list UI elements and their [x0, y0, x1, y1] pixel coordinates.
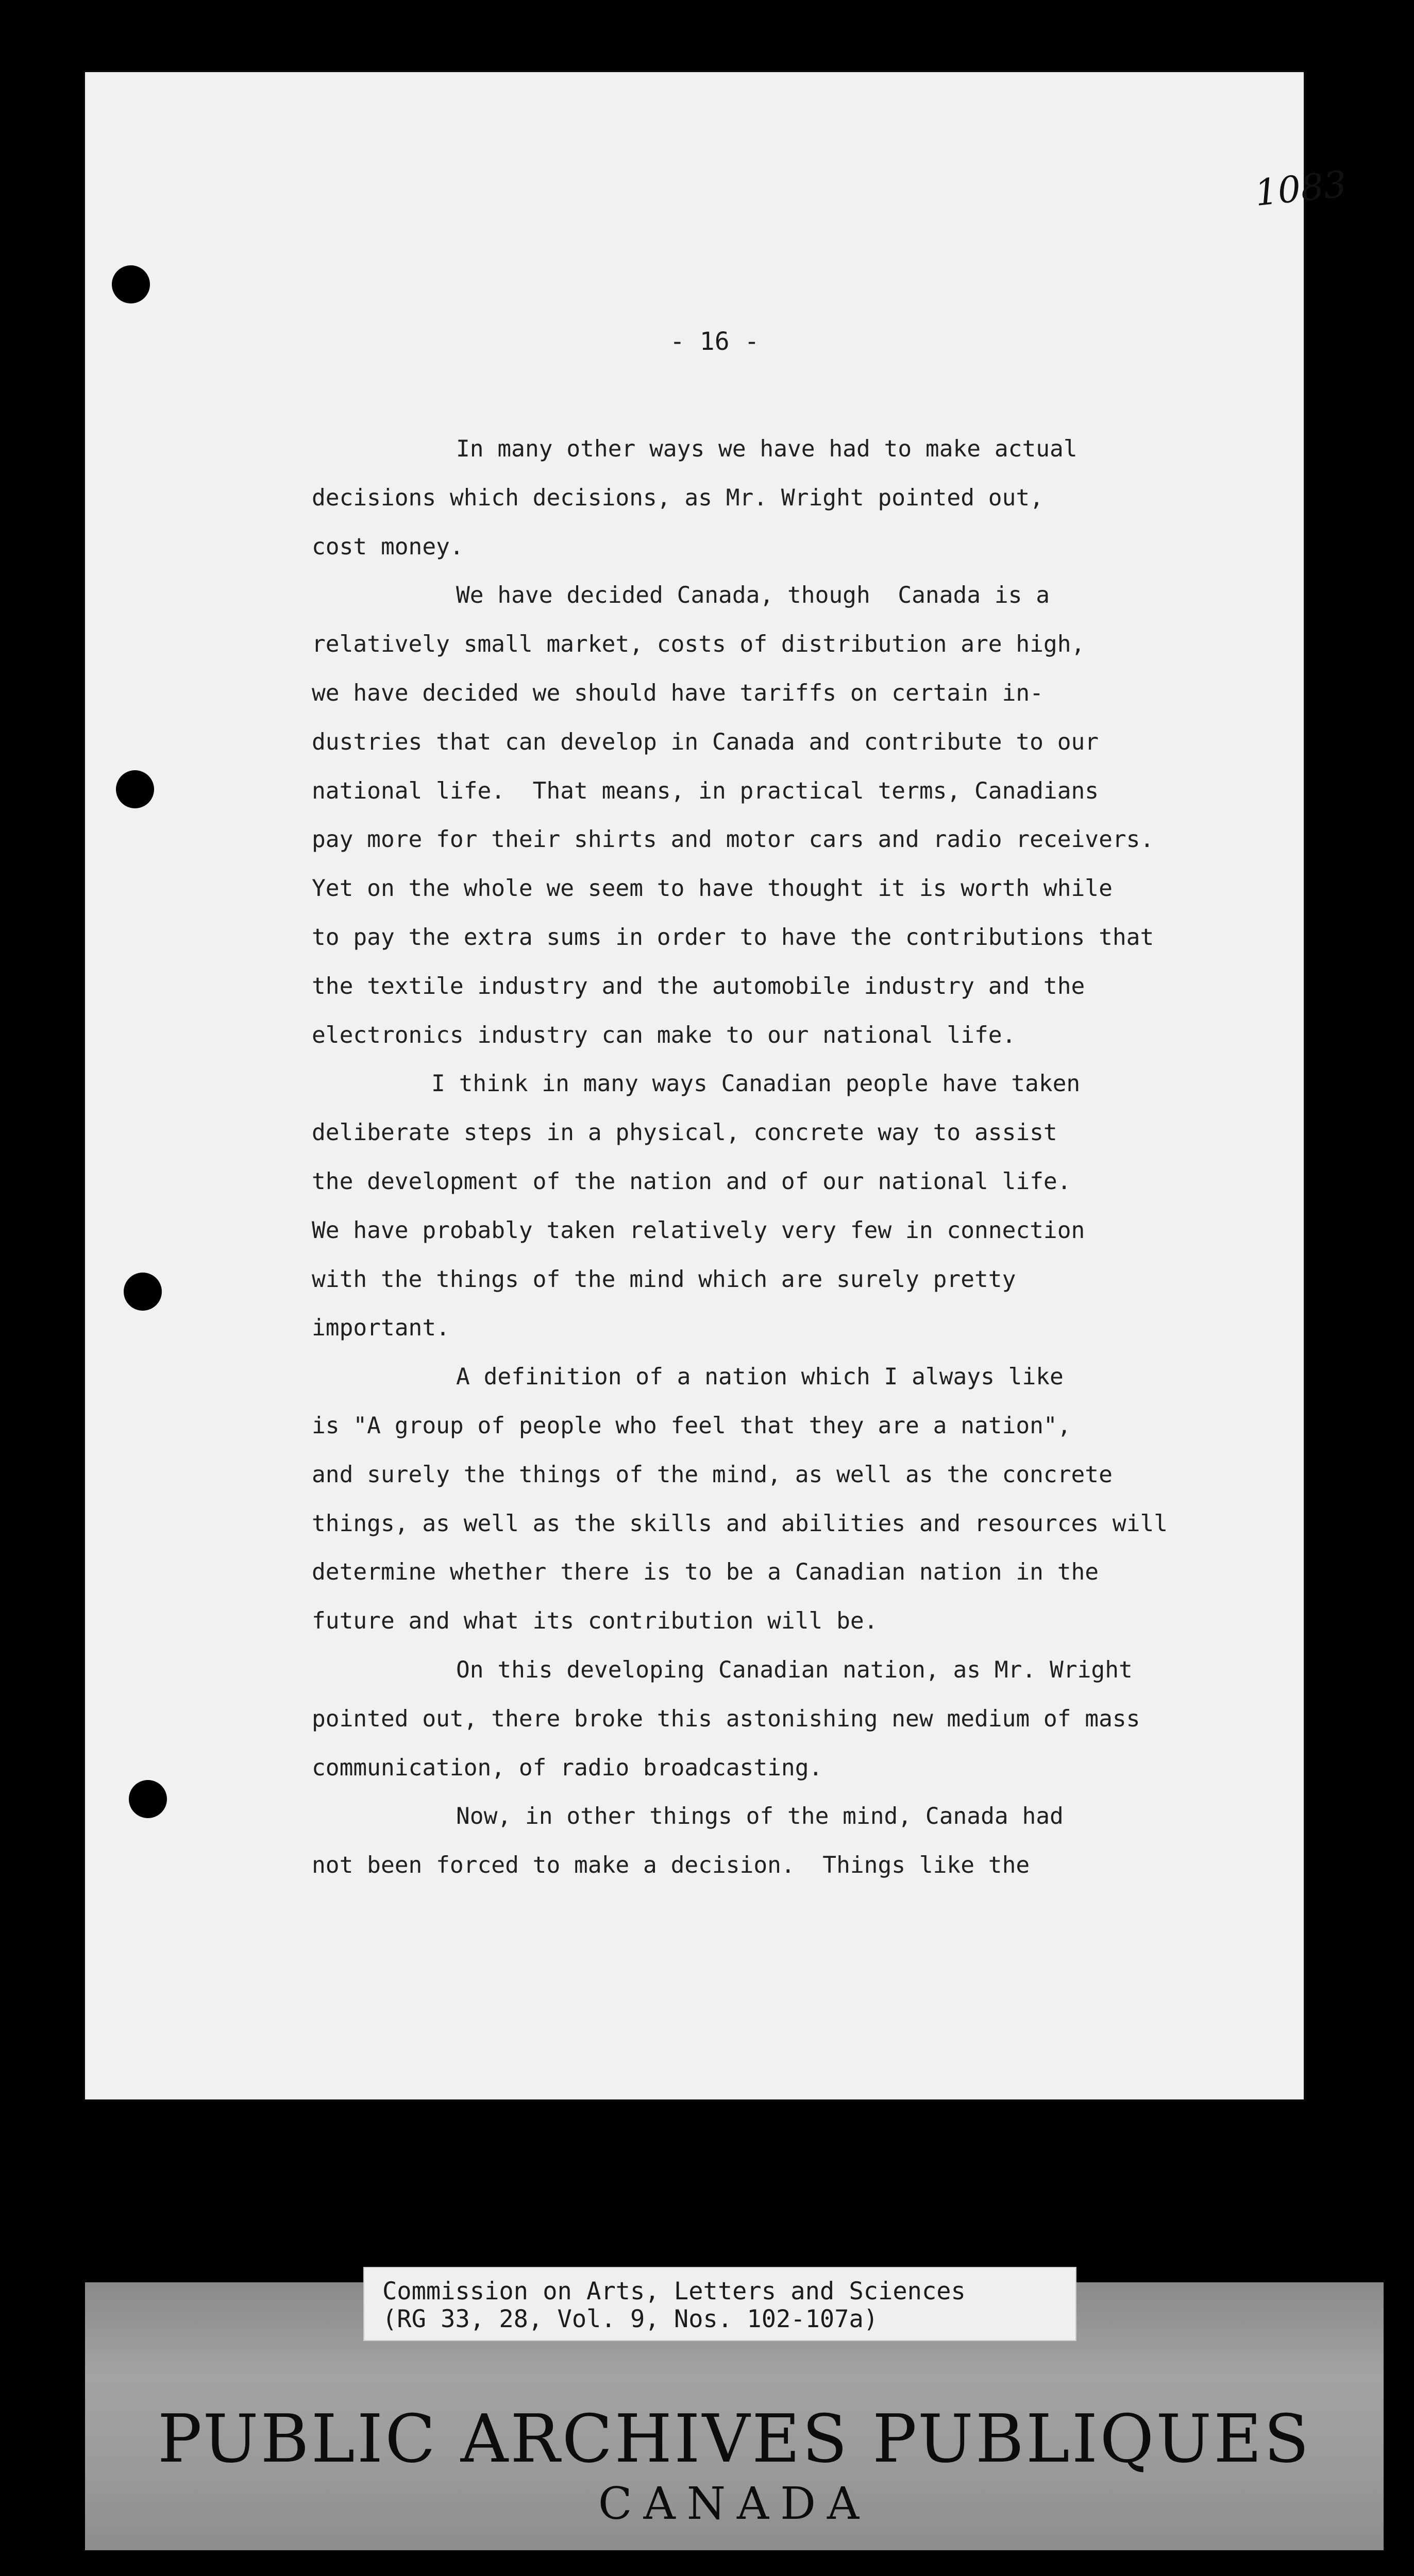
text-line: important. [312, 1315, 450, 1342]
text-line: and surely the things of the mind, as well as the concrete [312, 1461, 1113, 1488]
text-line: national life. That means, in practical terms, Canadians [312, 777, 1099, 804]
text-line: We have decided Canada, though Canada is a [456, 582, 1050, 609]
text-line: We have probably taken relatively very few in connection [312, 1217, 1085, 1244]
text-line: is "A group of people who feel that they are a nation", [312, 1412, 1071, 1439]
text-line: electronics industry can make to our national life. [312, 1022, 1016, 1048]
text-line: the development of the nation and of our national life. [312, 1168, 1071, 1195]
text-line: dustries that can develop in Canada and contribute to our [312, 728, 1099, 755]
text-line: we have decided we should have tariffs on certain in- [312, 680, 1043, 706]
archive-reference-label [363, 2267, 1076, 2341]
text-line: determine whether there is to be a Canadian nation in the [312, 1559, 1099, 1586]
text-line: future and what its contribution will be. [312, 1608, 878, 1635]
archive-subtitle: CANADA [598, 2478, 871, 2530]
text-line: deliberate steps in a physical, concrete way to assist [312, 1120, 1057, 1146]
archives-banner [85, 2277, 1384, 2550]
text-line: to pay the extra sums in order to have the contributions that [312, 924, 1154, 951]
text-line: with the things of the mind which are surely pretty [312, 1266, 1016, 1293]
text-line: Yet on the whole we seem to have thought it is worth while [312, 875, 1113, 902]
text-line: cost money. [312, 533, 464, 560]
text-line: On this developing Canadian nation, as Mr. Wright [456, 1656, 1133, 1683]
punch-hole-icon [116, 770, 154, 808]
archive-label-line-1: Commission on Arts, Letters and Sciences [382, 2277, 966, 2306]
text-line: relatively small market, costs of distribution are high, [312, 631, 1085, 658]
text-line: things, as well as the skills and abilities and resources will [312, 1510, 1168, 1537]
page-header-number: - 16 - [670, 327, 760, 356]
text-line: pay more for their shirts and motor cars and radio receivers. [312, 826, 1154, 853]
archive-title: PUBLIC ARCHIVES PUBLIQUES [157, 2401, 1311, 2478]
text-line: A definition of a nation which I always like [456, 1364, 1064, 1391]
text-line: pointed out, there broke this astonishing new medium of mass [312, 1705, 1140, 1732]
punch-hole-icon [112, 265, 150, 303]
archive-label-line-2: (RG 33, 28, Vol. 9, Nos. 102-107a) [382, 2305, 879, 2333]
text-line: the textile industry and the automobile industry and the [312, 973, 1085, 999]
text-line: In many other ways we have had to make actual [456, 436, 1078, 462]
text-line: I think in many ways Canadian people have taken [431, 1071, 1081, 1097]
handwritten-page-number: 1083 [1253, 162, 1349, 215]
text-line: communication, of radio broadcasting. [312, 1754, 823, 1781]
body-text [312, 425, 1255, 1890]
text-line: not been forced to make a decision. Things like the [312, 1852, 1030, 1879]
text-line: decisions which decisions, as Mr. Wright pointed out, [312, 484, 1043, 511]
punch-hole-icon [129, 1780, 167, 1818]
text-line: Now, in other things of the mind, Canada had [456, 1803, 1064, 1830]
punch-hole-icon [124, 1273, 162, 1311]
